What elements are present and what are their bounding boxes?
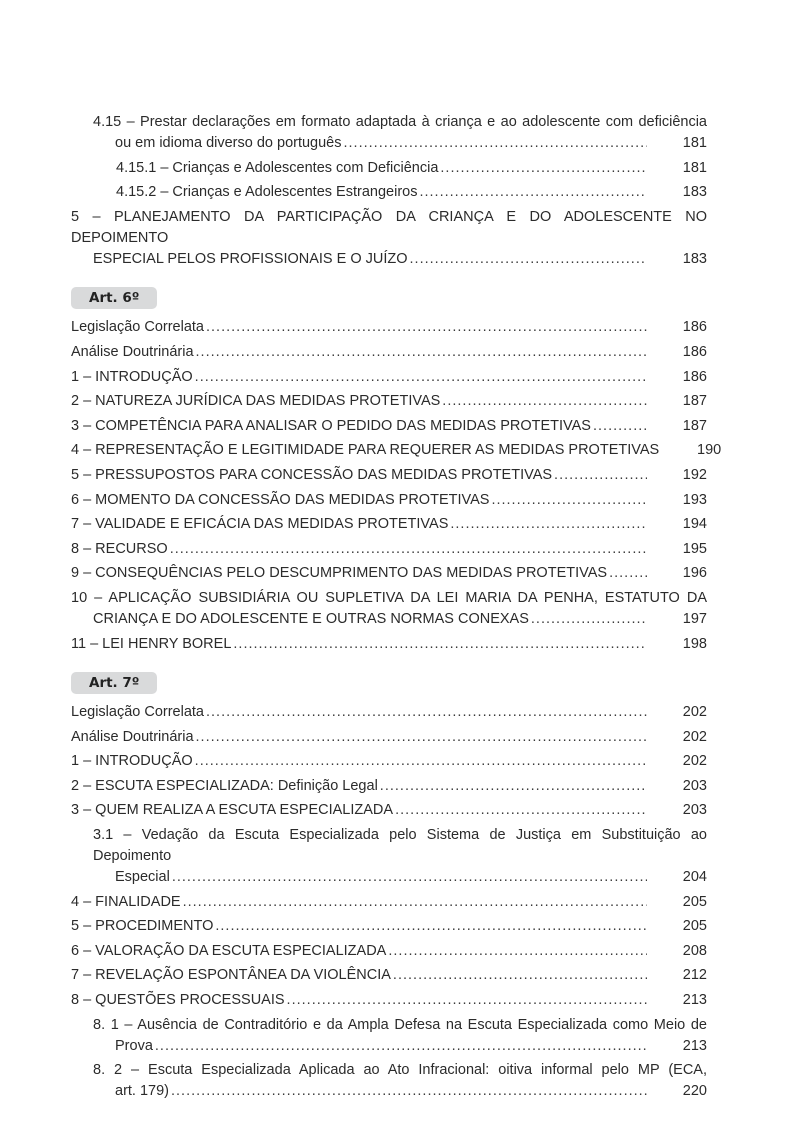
section-art7 xyxy=(71,658,707,1102)
toc-entry-title-line: 5 – PLANEJAMENTO DA PARTICIPAÇÃO DA CRIANÇA E DO ADOLESCENTE NO DEPOIMENTO xyxy=(71,208,707,246)
dot-leader xyxy=(388,941,647,962)
toc-entry-title: 7 – VALIDADE E EFICÁCIA DAS MEDIDAS PROTETIVAS xyxy=(71,516,449,533)
toc-entry-title: art. 179) xyxy=(115,1083,169,1100)
toc-entry[interactable] xyxy=(71,391,707,412)
toc-entry[interactable] xyxy=(71,800,707,821)
toc-entry-title: ou em idioma diverso do português xyxy=(115,135,342,151)
toc-entry-title: 4.15.2 – Crianças e Adolescentes Estrangeiros xyxy=(116,184,418,201)
dot-leader xyxy=(491,490,647,511)
toc-page-number: 213 xyxy=(682,1037,707,1054)
toc-entry[interactable] xyxy=(71,634,707,655)
toc-entry[interactable] xyxy=(71,825,707,888)
toc-entry[interactable] xyxy=(71,367,707,388)
toc-entry[interactable] xyxy=(71,941,707,962)
toc-page-number: 181 xyxy=(682,159,707,176)
toc-entry-title: 8 – QUESTÕES PROCESSUAIS xyxy=(71,992,285,1009)
toc-entry[interactable] xyxy=(71,182,707,203)
toc-page-number: 183 xyxy=(682,250,707,267)
toc-entry-title: 6 – MOMENTO DA CONCESSÃO DAS MEDIDAS PROTETIVAS xyxy=(71,491,490,508)
toc-page-number: 195 xyxy=(682,540,707,557)
dot-leader xyxy=(410,249,647,270)
toc-entry-title: 3 – QUEM REALIZA A ESCUTA ESPECIALIZADA xyxy=(71,802,394,819)
toc-entry-title-line: 10 – APLICAÇÃO SUBSIDIÁRIA OU SUPLETIVA DA LEI MARIA DA PENHA, ESTATUTO DA xyxy=(71,589,707,606)
toc-page-number: 197 xyxy=(682,610,707,627)
dot-leader xyxy=(233,634,647,655)
dot-leader xyxy=(442,391,647,412)
toc-entry[interactable] xyxy=(71,514,707,535)
toc-page-number: 204 xyxy=(682,869,707,886)
toc-page-number: 181 xyxy=(682,135,707,151)
section-art6 xyxy=(71,273,722,654)
toc-entry[interactable] xyxy=(71,916,707,937)
table-of-contents xyxy=(71,112,722,1106)
dot-leader xyxy=(380,776,647,797)
dot-leader xyxy=(395,800,647,821)
toc-entry-title: 5 – PRESSUPOSTOS PARA CONCESSÃO DAS MEDIDAS PROTETIVAS xyxy=(71,466,553,483)
toc-entry[interactable] xyxy=(71,751,707,772)
toc-page-number: 193 xyxy=(682,491,707,508)
toc-section-art7-entries xyxy=(71,702,707,1102)
dot-leader xyxy=(206,702,647,723)
toc-entry-title: 5 – PROCEDIMENTO xyxy=(71,918,214,935)
toc-entry-title: 11 – LEI HENRY BOREL xyxy=(71,635,232,652)
dot-leader xyxy=(196,727,647,748)
toc-entry-title: 4.15.1 – Crianças e Adolescentes com Deficiência xyxy=(116,159,439,176)
toc-page-number: 205 xyxy=(682,918,707,935)
dot-leader xyxy=(171,1081,647,1102)
toc-entry-title: 4 – FINALIDADE xyxy=(71,893,181,910)
toc-entry-title: 2 – NATUREZA JURÍDICA DAS MEDIDAS PROTETIVAS xyxy=(71,393,441,410)
dot-leader xyxy=(183,892,647,913)
toc-entry-title: Legislação Correlata xyxy=(71,319,204,336)
toc-entry-title-line: 8. 2 – Escuta Especializada Aplicada ao Ato Infracional: oitiva informal pelo MP (ECA, xyxy=(93,1062,707,1079)
toc-entry[interactable] xyxy=(71,776,707,797)
toc-entry-title: CRIANÇA E DO ADOLESCENTE E OUTRAS NORMAS CONEXAS xyxy=(93,610,529,627)
toc-entry-title: 6 – VALORAÇÃO DA ESCUTA ESPECIALIZADA xyxy=(71,942,387,959)
toc-entry[interactable] xyxy=(71,990,707,1011)
dot-leader xyxy=(287,990,647,1011)
toc-entry[interactable] xyxy=(71,539,707,560)
toc-page-number: 202 xyxy=(682,704,707,721)
toc-page-number: 187 xyxy=(682,417,707,434)
toc-entry-title-line: 8. 1 – Ausência de Contraditório e da Ampla Defesa na Escuta Especializada como Meio de xyxy=(93,1016,707,1033)
toc-entry-title: 8 – RECURSO xyxy=(71,540,168,557)
toc-entry-title: Legislação Correlata xyxy=(71,704,204,721)
toc-entry[interactable] xyxy=(71,416,707,437)
toc-entry-title: 1 – INTRODUÇÃO xyxy=(71,753,193,770)
toc-entry[interactable] xyxy=(71,440,722,461)
toc-page-number: 194 xyxy=(682,516,707,533)
toc-section-art6-entries xyxy=(71,317,722,654)
toc-page-number: 186 xyxy=(682,343,707,360)
toc-entry-title-line: 3.1 – Vedação da Escuta Especializada pelo Sistema de Justiça em Substituição ao Depoimento xyxy=(93,827,707,865)
dot-leader xyxy=(440,158,647,179)
section-heading-art7: Art. 7º xyxy=(71,672,157,694)
toc-page-number: 203 xyxy=(682,802,707,819)
toc-entry-title: Especial xyxy=(115,869,170,886)
dot-leader xyxy=(215,916,647,937)
toc-page-number: 192 xyxy=(682,466,707,483)
toc-entry[interactable] xyxy=(71,1015,707,1057)
dot-leader xyxy=(195,367,647,388)
dot-leader xyxy=(593,416,647,437)
toc-page-number: 203 xyxy=(682,777,707,794)
dot-leader xyxy=(554,465,647,486)
toc-entry[interactable] xyxy=(71,158,707,179)
toc-page-number: 196 xyxy=(682,565,707,582)
toc-entry-title: 2 – ESCUTA ESPECIALIZADA: Definição Legal xyxy=(71,777,378,794)
dot-leader xyxy=(393,965,647,986)
toc-entry[interactable] xyxy=(71,490,707,511)
toc-page-number: 183 xyxy=(682,184,707,201)
dot-leader xyxy=(196,342,647,363)
toc-entry[interactable] xyxy=(71,965,707,986)
dot-leader xyxy=(450,514,647,535)
dot-leader xyxy=(206,317,647,338)
toc-entry[interactable] xyxy=(71,563,707,584)
toc-entry-title: 4 – REPRESENTAÇÃO E LEGITIMIDADE PARA REQUERER AS MEDIDAS PROTETIVAS xyxy=(71,442,660,459)
toc-entry[interactable] xyxy=(71,727,707,748)
toc-entry[interactable] xyxy=(71,342,707,363)
dot-leader xyxy=(419,182,647,203)
dot-leader xyxy=(609,563,647,584)
toc-page-number: 186 xyxy=(682,368,707,385)
toc-entry-title: 3 – COMPETÊNCIA PARA ANALISAR O PEDIDO DAS MEDIDAS PROTETIVAS xyxy=(71,417,591,434)
section-heading-art6: Art. 6º xyxy=(71,287,157,309)
toc-entry-title: Análise Doutrinária xyxy=(71,728,194,745)
toc-entry-title: 7 – REVELAÇÃO ESPONTÂNEA DA VIOLÊNCIA xyxy=(71,967,391,984)
toc-page-number: 213 xyxy=(682,992,707,1009)
dot-leader xyxy=(344,133,648,154)
toc-entry[interactable] xyxy=(71,892,707,913)
toc-page-number: 202 xyxy=(682,728,707,745)
toc-page-number: 198 xyxy=(682,635,707,652)
toc-section-continued xyxy=(71,112,707,270)
toc-entry[interactable] xyxy=(71,1060,707,1102)
toc-entry-title: Análise Doutrinária xyxy=(71,343,194,360)
toc-page-number: 212 xyxy=(682,967,707,984)
toc-page-number: 220 xyxy=(682,1083,707,1100)
toc-entry-title: 9 – CONSEQUÊNCIAS PELO DESCUMPRIMENTO DAS MEDIDAS PROTETIVAS xyxy=(71,565,608,582)
dot-leader xyxy=(531,609,647,630)
toc-entry-title-line: 4.15 – Prestar declarações em formato adaptada à criança e ao adolescente com deficiência xyxy=(93,114,707,130)
toc-page-number: 208 xyxy=(682,942,707,959)
toc-entry-title: ESPECIAL PELOS PROFISSIONAIS E O JUÍZO xyxy=(93,250,408,267)
toc-page-number: 205 xyxy=(682,893,707,910)
dot-leader xyxy=(170,539,647,560)
toc-entry[interactable] xyxy=(71,207,707,270)
toc-page-number: 190 xyxy=(697,442,722,459)
toc-entry[interactable] xyxy=(71,317,707,338)
toc-entry[interactable] xyxy=(71,465,707,486)
toc-entry-title: 1 – INTRODUÇÃO xyxy=(71,368,193,385)
toc-page-number: 202 xyxy=(682,753,707,770)
toc-entry-title: Prova xyxy=(115,1037,153,1054)
dot-leader xyxy=(155,1036,647,1057)
toc-page-number: 186 xyxy=(682,319,707,336)
dot-leader xyxy=(172,867,647,888)
toc-entry[interactable] xyxy=(71,588,707,630)
dot-leader xyxy=(195,751,647,772)
toc-entry[interactable] xyxy=(71,112,707,154)
toc-entry[interactable] xyxy=(71,702,707,723)
toc-page-number: 187 xyxy=(682,393,707,410)
